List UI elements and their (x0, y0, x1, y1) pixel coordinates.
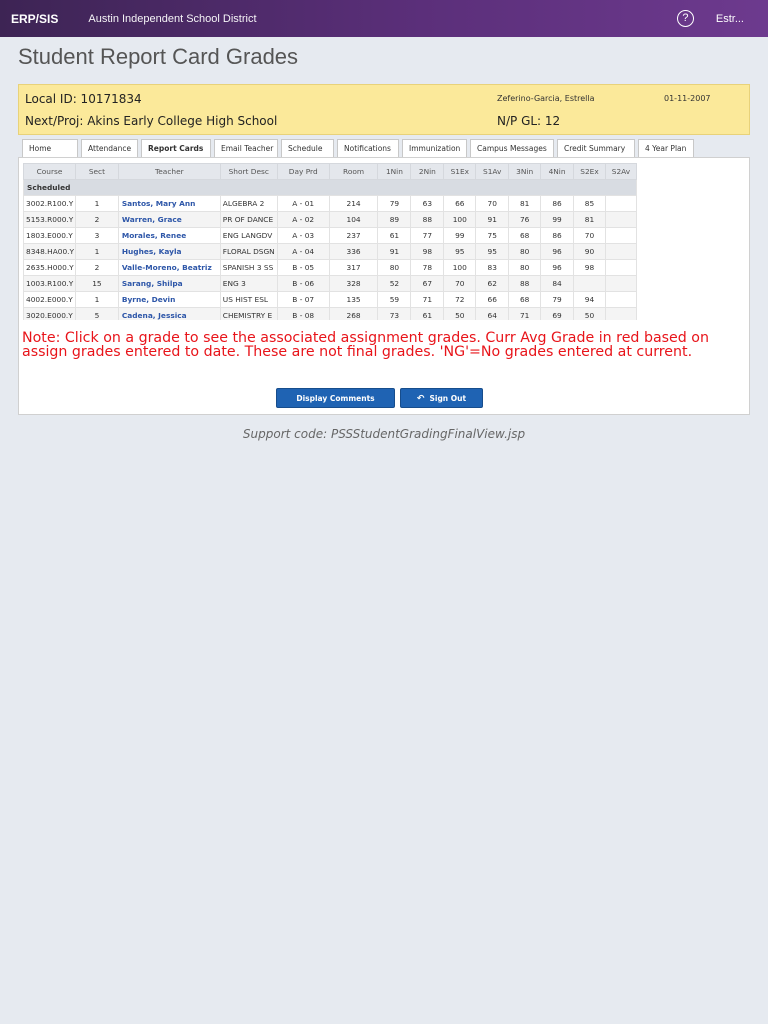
grade-cell[interactable]: 91 (378, 244, 411, 260)
grade-cell[interactable] (605, 196, 636, 212)
grade-cell[interactable]: 70 (444, 276, 476, 292)
short-desc-cell: PR OF DANCE (220, 212, 277, 228)
grade-cell[interactable]: 100 (444, 212, 476, 228)
grade-cell[interactable]: 62 (476, 276, 509, 292)
column-header[interactable]: 2Nin (411, 164, 444, 180)
grade-cell[interactable]: 78 (411, 260, 444, 276)
grades-table-container[interactable] (23, 163, 637, 320)
tab-notifications[interactable]: Notifications (337, 139, 399, 158)
column-header[interactable]: 1Nin (378, 164, 411, 180)
short-desc-cell: ENG 3 (220, 276, 277, 292)
grade-cell[interactable]: 66 (444, 196, 476, 212)
grades-note: Note: Click on a grade to see the associated assignment grades. Curr Avg Grade in red based on assign grades entered to date. These are not final grades. 'NG'=No grades entered at current. (22, 330, 709, 360)
column-header[interactable]: 4Nin (541, 164, 574, 180)
grade-cell[interactable]: 86 (541, 228, 574, 244)
table-row (24, 196, 637, 212)
table-cell: B - 08 (277, 308, 329, 321)
table-cell: 317 (329, 260, 378, 276)
table-cell: 5 (75, 308, 118, 321)
table-cell: 268 (329, 308, 378, 321)
grade-cell[interactable]: 96 (541, 260, 574, 276)
grade-cell[interactable]: 94 (574, 292, 606, 308)
grade-cell[interactable] (605, 244, 636, 260)
column-header[interactable]: 3Nin (509, 164, 541, 180)
grade-cell[interactable]: 89 (378, 212, 411, 228)
course-cell: 8348.HA00.Y (24, 244, 76, 260)
grade-cell[interactable]: 50 (574, 308, 606, 321)
table-cell: 15 (75, 276, 118, 292)
course-cell: 3002.R100.Y (24, 196, 76, 212)
column-header[interactable]: Short Desc (220, 164, 277, 180)
course-cell: 1003.R100.Y (24, 276, 76, 292)
grade-cell[interactable]: 80 (509, 244, 541, 260)
grade-cell[interactable]: 64 (476, 308, 509, 321)
grade-cell[interactable]: 79 (541, 292, 574, 308)
grade-cell[interactable]: 63 (411, 196, 444, 212)
tab-immunization[interactable]: Immunization (402, 139, 467, 158)
tab-attendance[interactable]: Attendance (81, 139, 138, 158)
table-row (24, 244, 637, 260)
table-row (24, 276, 637, 292)
teacher-link[interactable]: Morales, Renee (118, 228, 220, 244)
grade-cell[interactable]: 70 (476, 196, 509, 212)
table-cell: B - 05 (277, 260, 329, 276)
grade-cell[interactable] (605, 212, 636, 228)
table-cell: A - 03 (277, 228, 329, 244)
column-header[interactable]: Course (24, 164, 76, 180)
help-icon[interactable]: ? (677, 10, 694, 27)
column-header[interactable]: S1Ex (444, 164, 476, 180)
short-desc-cell: CHEMISTRY E (220, 308, 277, 321)
grade-cell[interactable] (605, 228, 636, 244)
table-header-row (24, 164, 637, 180)
short-desc-cell: ENG LANGDV (220, 228, 277, 244)
table-cell: 214 (329, 196, 378, 212)
student-info-box (18, 84, 750, 135)
tab-credit-summary[interactable]: Credit Summary (557, 139, 635, 158)
grade-cell[interactable]: 81 (509, 196, 541, 212)
grade-cell[interactable]: 59 (378, 292, 411, 308)
table-cell: 3 (75, 228, 118, 244)
grade-cell[interactable]: 90 (574, 244, 606, 260)
undo-arrow-icon: ↶ (416, 394, 425, 404)
column-header[interactable]: Teacher (118, 164, 220, 180)
grade-cell[interactable]: 80 (378, 260, 411, 276)
short-desc-cell: US HIST ESL (220, 292, 277, 308)
grade-cell[interactable]: 86 (541, 196, 574, 212)
grade-cell[interactable]: 66 (476, 292, 509, 308)
page-title: Student Report Card Grades (18, 44, 299, 69)
grade-cell[interactable]: 50 (444, 308, 476, 321)
short-desc-cell: FLORAL DSGN (220, 244, 277, 260)
tab-home[interactable]: Home (22, 139, 78, 158)
course-cell: 4002.E000.Y (24, 292, 76, 308)
section-label: Scheduled (24, 180, 637, 196)
column-header[interactable]: S1Av (476, 164, 509, 180)
course-cell: 1803.E000.Y (24, 228, 76, 244)
table-cell: 1 (75, 196, 118, 212)
grade-cell[interactable]: 61 (378, 228, 411, 244)
teacher-link[interactable]: Byrne, Devin (118, 292, 220, 308)
table-row (24, 292, 637, 308)
grade-cell[interactable]: 85 (574, 196, 606, 212)
table-cell: B - 06 (277, 276, 329, 292)
grade-cell[interactable]: 95 (444, 244, 476, 260)
next-proj-school: Next/Proj: Akins Early College High School (25, 114, 278, 128)
sign-out-button[interactable] (400, 388, 483, 408)
column-header[interactable]: Sect (75, 164, 118, 180)
teacher-link[interactable]: Cadena, Jessica (118, 308, 220, 321)
table-cell: 1 (75, 292, 118, 308)
support-code: Support code: PSSStudentGradingFinalView.jsp (242, 427, 526, 441)
grade-cell[interactable]: 98 (411, 244, 444, 260)
grades-table (23, 163, 637, 320)
short-desc-cell: ALGEBRA 2 (220, 196, 277, 212)
grade-cell[interactable]: 71 (411, 292, 444, 308)
student-name: Zeferino-Garcia, Estrella (497, 94, 595, 103)
grade-cell[interactable]: 70 (574, 228, 606, 244)
column-header[interactable]: S2Av (605, 164, 636, 180)
teacher-link[interactable]: Sarang, Shilpa (118, 276, 220, 292)
grade-cell[interactable] (605, 292, 636, 308)
grade-cell[interactable]: 75 (476, 228, 509, 244)
teacher-link[interactable]: Valle-Moreno, Beatriz (118, 260, 220, 276)
teacher-link[interactable]: Warren, Grace (118, 212, 220, 228)
table-row (24, 228, 637, 244)
grade-cell[interactable]: 95 (476, 244, 509, 260)
grade-cell[interactable]: 77 (411, 228, 444, 244)
grade-cell[interactable] (574, 276, 606, 292)
course-cell: 2635.H000.Y (24, 260, 76, 276)
grade-cell[interactable]: 73 (378, 308, 411, 321)
grade-cell[interactable]: 83 (476, 260, 509, 276)
tab-bar (22, 139, 697, 158)
grade-level: N/P GL: 12 (497, 114, 561, 128)
topbar-right (677, 10, 744, 27)
table-cell: 2 (75, 260, 118, 276)
table-cell: 2 (75, 212, 118, 228)
top-nav-bar (0, 0, 768, 37)
table-cell: 135 (329, 292, 378, 308)
grade-cell[interactable]: 80 (509, 260, 541, 276)
teacher-link[interactable]: Santos, Mary Ann (118, 196, 220, 212)
short-desc-cell: SPANISH 3 SS (220, 260, 277, 276)
grade-cell[interactable]: 68 (509, 292, 541, 308)
section-row (24, 180, 637, 196)
grade-cell[interactable]: 61 (411, 308, 444, 321)
display-comments-button[interactable]: Display Comments (276, 388, 395, 408)
column-header[interactable]: Day Prd (277, 164, 329, 180)
table-row (24, 308, 637, 321)
column-header[interactable]: Room (329, 164, 378, 180)
table-cell: 336 (329, 244, 378, 260)
grade-cell[interactable]: 76 (509, 212, 541, 228)
grade-cell[interactable]: 98 (574, 260, 606, 276)
tab-schedule[interactable]: Schedule (281, 139, 334, 158)
app-brand[interactable]: ERP/SIS (11, 11, 59, 26)
table-cell: A - 01 (277, 196, 329, 212)
tab-email-teacher[interactable]: Email Teacher (214, 139, 278, 158)
table-cell: 237 (329, 228, 378, 244)
table-cell: A - 04 (277, 244, 329, 260)
table-cell: 104 (329, 212, 378, 228)
table-row (24, 260, 637, 276)
grade-cell[interactable]: 81 (574, 212, 606, 228)
district-name: Austin Independent School District (88, 12, 257, 25)
local-id: Local ID: 10171834 (25, 92, 142, 106)
table-cell: 1 (75, 244, 118, 260)
grade-cell[interactable] (605, 276, 636, 292)
tab-report-cards[interactable]: Report Cards (141, 139, 211, 158)
column-header[interactable]: S2Ex (574, 164, 606, 180)
grade-cell[interactable]: 91 (476, 212, 509, 228)
grade-cell[interactable]: 96 (541, 244, 574, 260)
grade-cell[interactable]: 79 (378, 196, 411, 212)
grade-cell[interactable]: 68 (509, 228, 541, 244)
grade-cell[interactable]: 67 (411, 276, 444, 292)
course-cell: 3020.E000.Y (24, 308, 76, 321)
grade-cell[interactable]: 72 (444, 292, 476, 308)
sign-out-label: Sign Out (429, 394, 467, 403)
grade-cell[interactable]: 71 (509, 308, 541, 321)
table-cell: 328 (329, 276, 378, 292)
grade-cell[interactable] (605, 260, 636, 276)
grade-cell[interactable]: 52 (378, 276, 411, 292)
grade-cell[interactable]: 88 (411, 212, 444, 228)
table-cell: A - 02 (277, 212, 329, 228)
teacher-link[interactable]: Hughes, Kayla (118, 244, 220, 260)
tab-campus-messages[interactable]: Campus Messages (470, 139, 554, 158)
grade-cell[interactable]: 99 (444, 228, 476, 244)
table-cell: B - 07 (277, 292, 329, 308)
grade-cell[interactable]: 99 (541, 212, 574, 228)
grade-cell[interactable]: 88 (509, 276, 541, 292)
user-menu[interactable]: Estr... (715, 12, 744, 25)
table-row (24, 212, 637, 228)
tab-4-year-plan[interactable]: 4 Year Plan (638, 139, 694, 158)
grade-cell[interactable]: 84 (541, 276, 574, 292)
grade-cell[interactable] (605, 308, 636, 321)
grade-cell[interactable]: 69 (541, 308, 574, 321)
grade-cell[interactable]: 100 (444, 260, 476, 276)
course-cell: 5153.R000.Y (24, 212, 76, 228)
student-date: 01-11-2007 (664, 94, 711, 103)
